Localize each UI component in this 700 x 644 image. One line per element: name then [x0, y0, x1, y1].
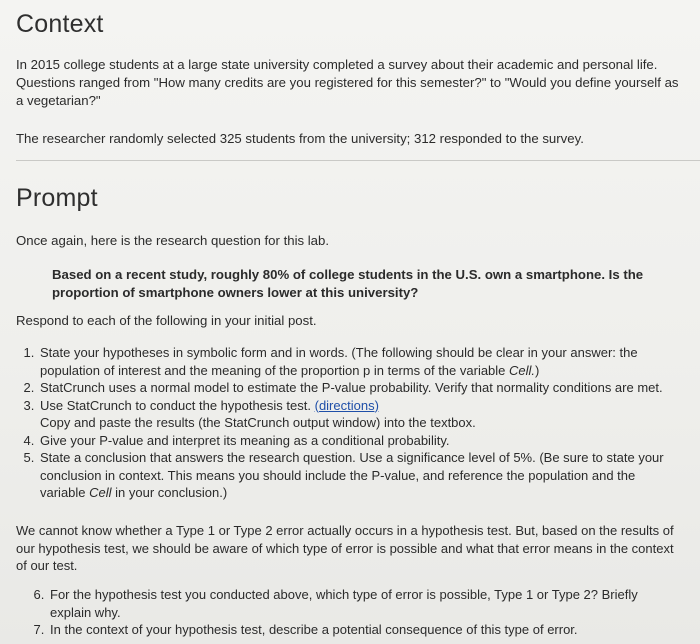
task-item-7: 7. In the context of your hypothesis test, describe a potential consequence of this type of error. [48, 621, 670, 639]
prompt-section [16, 184, 692, 213]
respond-instruction: Respond to each of the following in your initial post. [16, 313, 317, 328]
context-section [16, 10, 692, 39]
task-list-later [14, 586, 670, 639]
prompt-heading: Prompt [16, 184, 98, 212]
respond-line-block [16, 312, 692, 330]
context-paragraph-survey: In 2015 college students at a large state university completed a survey about their academic and personal life. Questions ranged from "How many credits are you registered for this semester?" to "Would you define yourself as a vegetarian?" [16, 57, 679, 108]
context-paragraph-sample: The researcher randomly selected 325 students from the university; 312 responded to the survey. [16, 131, 584, 146]
task-item-5: 5. State a conclusion that answers the research question. Use a significance level of 5%. (Be sure to state your conclusion in context. This means you should include the P-value, and reference the population and the variable Cell in your conclusion.) [38, 449, 670, 502]
research-question-block [52, 266, 682, 302]
task-list-later-block [14, 586, 670, 639]
prompt-intro-block [16, 232, 692, 250]
task-item-1: 1. State your hypotheses in symbolic form and in words. (The following should be clear in your answer: the population of interest and the meaning of the proportion p in terms of the variable Cell.) [38, 344, 670, 379]
task-item-3: 3. Use StatCrunch to conduct the hypothesis test. (directions) Copy and paste the results (the StatCrunch output window) into the textbox. [38, 397, 670, 432]
task-item-6: 6. For the hypothesis test you conducted above, which type of error is possible, Type 1 or Type 2? Briefly explain why. [48, 586, 670, 621]
error-paragraph-block [16, 522, 682, 575]
directions-link[interactable]: (directions) [314, 397, 379, 413]
task-item-4: 4. Give your P-value and interpret its meaning as a conditional probability. [38, 432, 670, 450]
section-divider [16, 160, 700, 161]
prompt-intro: Once again, here is the research question for this lab. [16, 233, 330, 248]
task-list-block [4, 344, 670, 502]
context-body [16, 56, 686, 148]
research-question: Based on a recent study, roughly 80% of college students in the U.S. own a smartphone. Is the proportion of smartphone owners lower at this university? [52, 267, 644, 300]
error-paragraph: We cannot know whether a Type 1 or Type 2 error actually occurs in a hypothesis test. But, based on the results of our hypothesis test, we should be aware of which type of error is possible and what that error means in the context of our test. [16, 523, 674, 573]
task-item-2: 2. StatCrunch uses a normal model to estimate the P-value probability. Verify that normality conditions are met. [38, 379, 670, 397]
task-item-3-subline: Copy and paste the results (the StatCrunch output window) into the textbox. [40, 415, 476, 430]
context-heading: Context [16, 10, 104, 38]
task-list [4, 344, 670, 502]
